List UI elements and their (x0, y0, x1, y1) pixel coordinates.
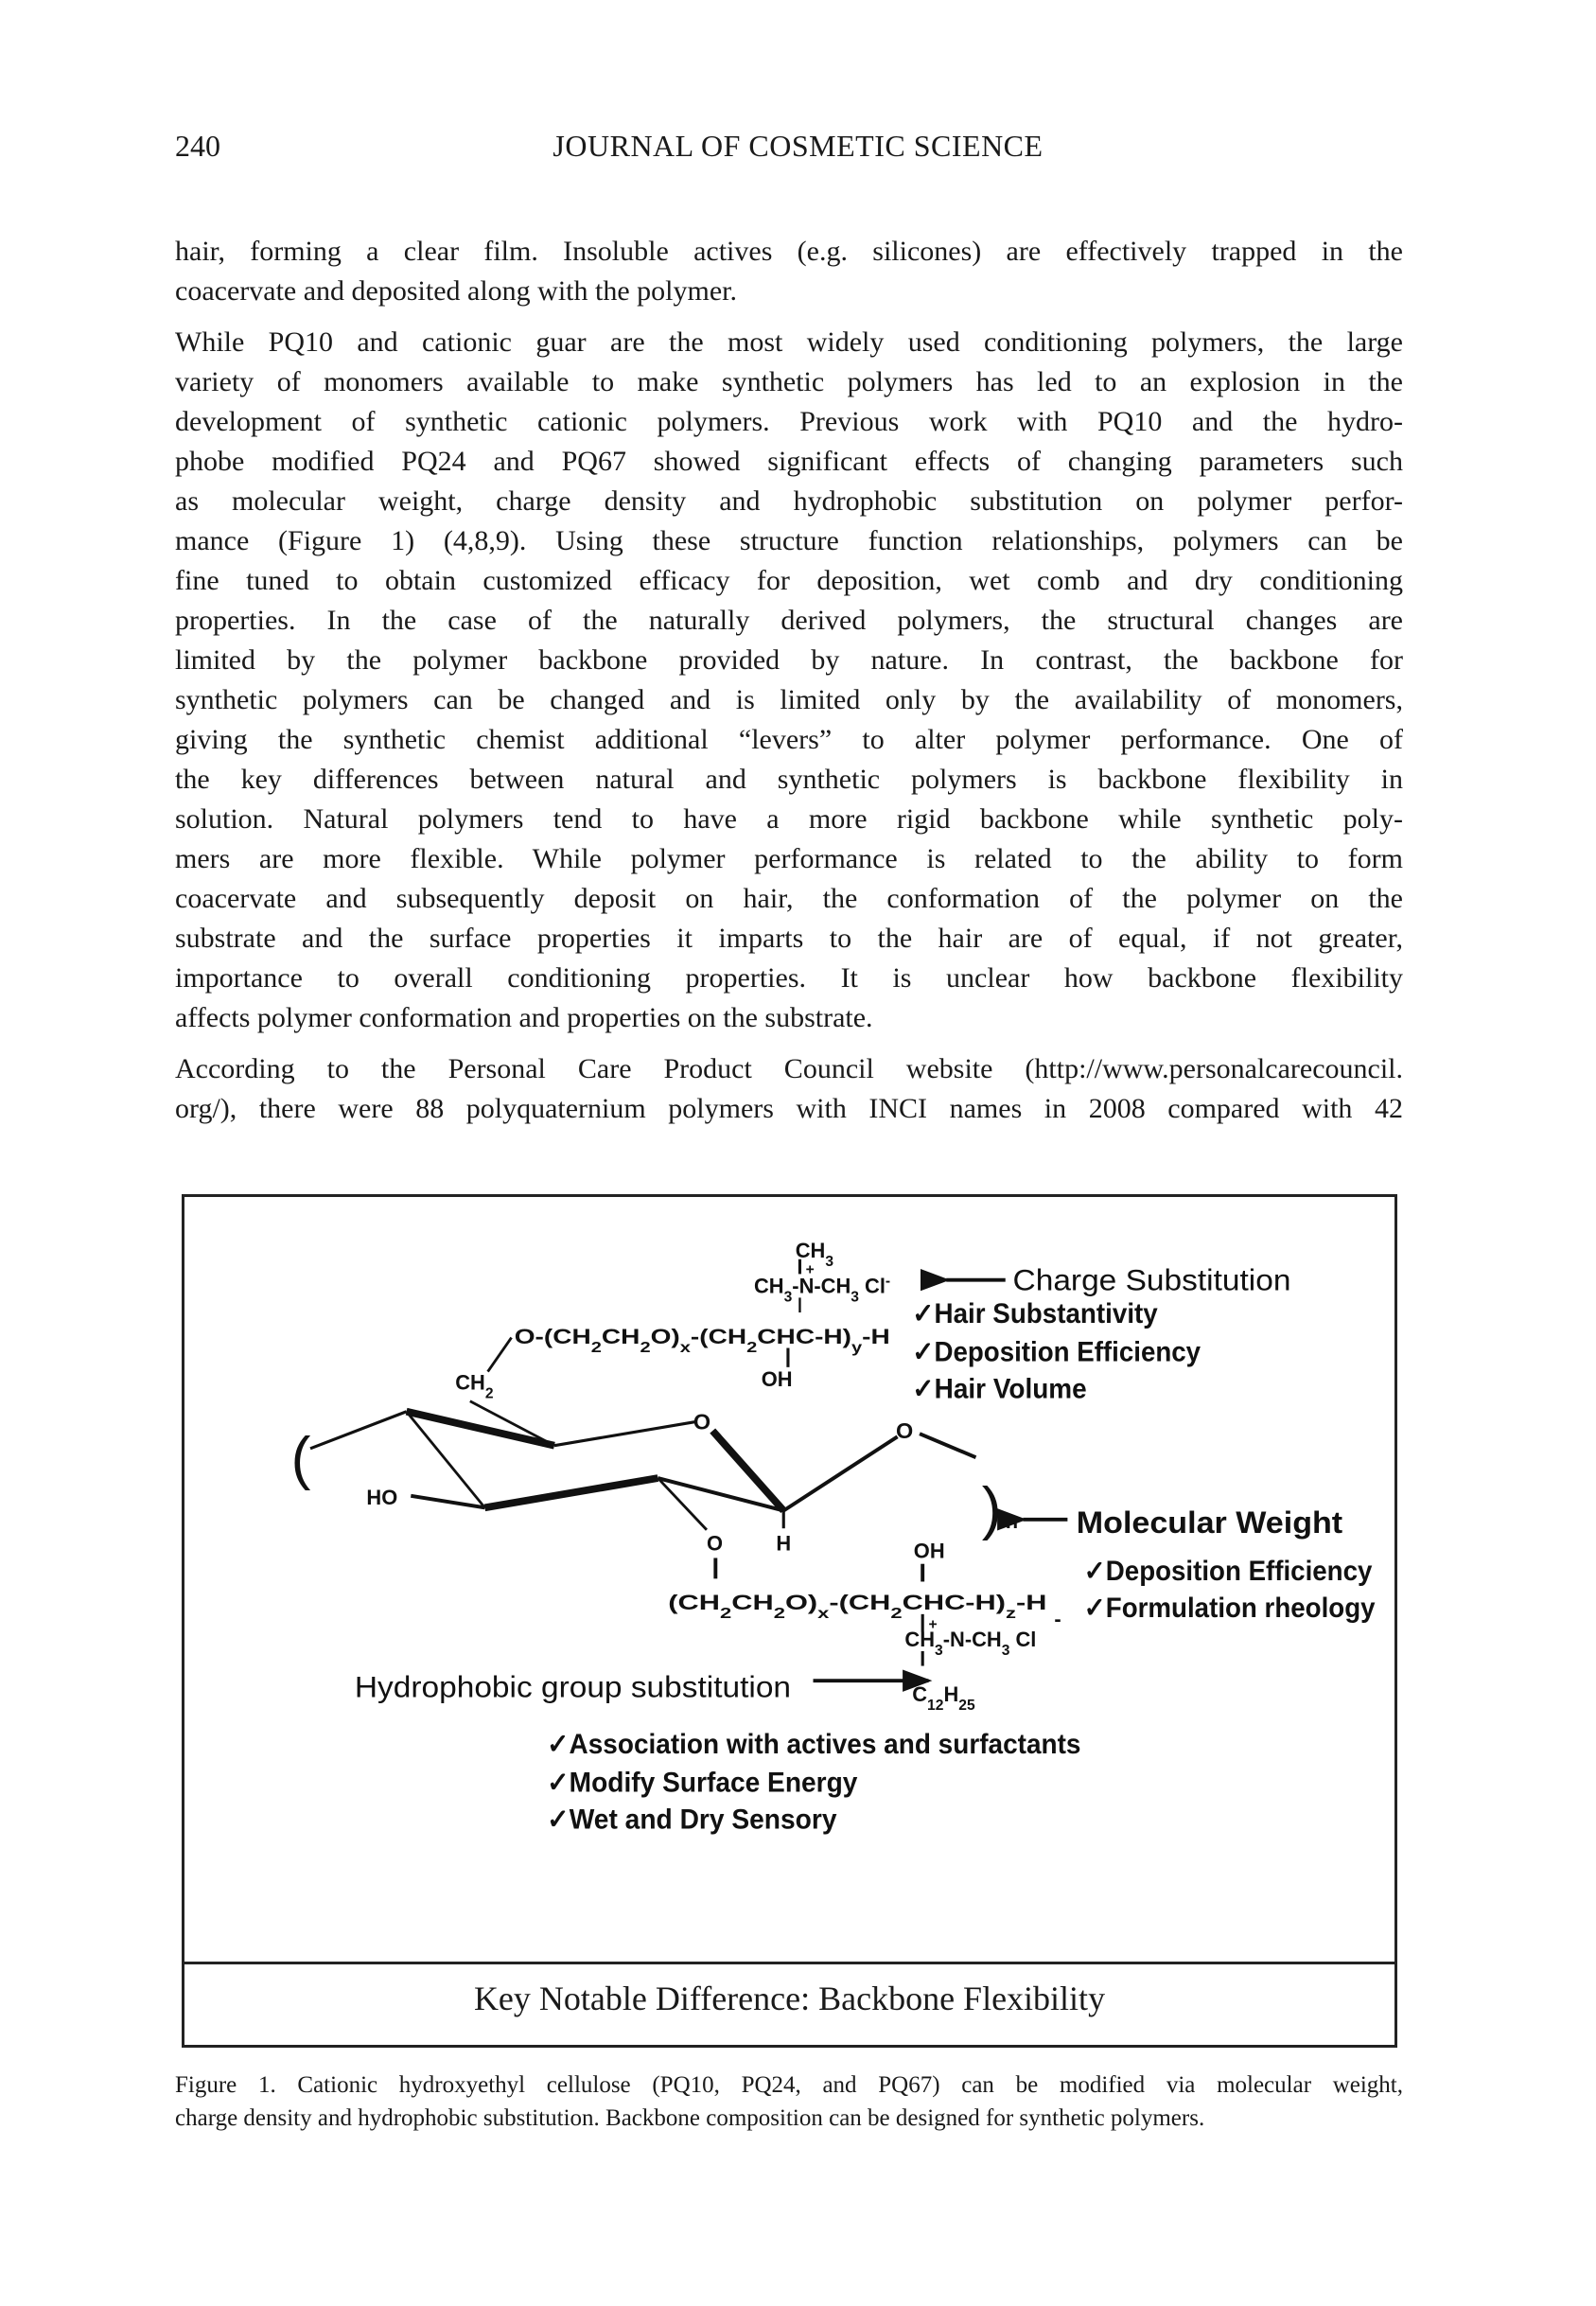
formula-part: O) (650, 1324, 674, 1348)
formula-part: CH (753, 1274, 784, 1298)
formula-part: O) (784, 1591, 809, 1615)
text-line: coacervate and deposited along with the polymer. (175, 275, 737, 307)
text-line: importance to overall conditioning properties. It is unclear how backbone flexibility (175, 962, 1403, 994)
paragraph-2 (175, 323, 1403, 1038)
benefit-mw-deposition: ✓Deposition Efficiency (1083, 1555, 1373, 1587)
text-line: According to the Personal Care Product Council website (http://www.personalcarecouncil. (175, 1053, 1403, 1084)
caption-line-1 (175, 2068, 1403, 2102)
text-line: synthetic polymers can be changed and is limited only by the availability of monomers, (175, 684, 1403, 715)
formula-ch2 (455, 1370, 494, 1400)
formula-part: 2 (720, 1605, 728, 1622)
left-parenthesis: ( (290, 1425, 311, 1492)
text-line: mance (Figure 1) (4,8,9). Using these structure function relationships, polymers can be (175, 525, 1403, 556)
bond (920, 1434, 975, 1457)
formula-part: 2 (890, 1605, 900, 1622)
text-line: phobe modified PQ24 and PQ67 showed significant effects of changing parameters such (175, 446, 1403, 477)
formula-c12h25 (912, 1682, 975, 1713)
formula-low-o: O (706, 1531, 723, 1556)
figure-divider (184, 1962, 1394, 1964)
formula-part: 3 (783, 1289, 793, 1306)
text-line: variety of monomers available to make synthetic polymers has led to an explosion in the (175, 366, 1403, 397)
formula-part: -N-CH (942, 1628, 1002, 1652)
text-line: giving the synthetic chemist additional “levers” to alter polymer performance. One of (175, 724, 1403, 755)
text-line: substrate and the surface properties it imparts to the hair are of equal, if not greater, (175, 923, 1403, 954)
formula-part: CH (731, 1591, 762, 1615)
formula-part: 2 (746, 1339, 755, 1356)
formula-top-chain (515, 1325, 890, 1355)
text-line: fine tuned to obtain customized efficacy for deposition, wet comb and dry conditioning (175, 565, 1403, 596)
formula-part: 3 (935, 1642, 943, 1659)
formula-part: -H (862, 1324, 885, 1348)
benefit-surface-energy: ✓Modify Surface Energy (547, 1767, 858, 1799)
text-line: org/), there were 88 polyquaternium polymers with INCI names in 2008 compared with 42 (175, 1093, 1403, 1124)
formula-part: CH (455, 1370, 485, 1395)
paragraph-1 (175, 232, 1403, 311)
formula-low-quat (904, 1628, 1036, 1658)
formula-part: -(CH (690, 1324, 735, 1348)
formula-low-chain (668, 1591, 1046, 1621)
formula-top-quat (754, 1273, 890, 1305)
figure-caption (175, 2068, 1403, 2135)
formula-top-oh: OH (761, 1367, 793, 1392)
formula-part: CHC-H) (757, 1324, 832, 1348)
text-line: affects polymer conformation and properties on the substrate. (175, 1002, 873, 1033)
formula-low-plus: + (928, 1616, 938, 1633)
text-line: hair, forming a clear film. Insoluble actives (e.g. silicones) are effectively trapped in the (175, 236, 1403, 267)
benefit-association: ✓Association with actives and surfactants (547, 1728, 1081, 1760)
text-line: as molecular weight, charge density and hydrophobic substitution on polymer perfor- (175, 485, 1403, 517)
bond (488, 1338, 512, 1372)
text-line: properties. In the case of the naturally derived polymers, the structural changes are (175, 605, 1403, 636)
bond (411, 1496, 484, 1508)
formula-part: 3 (851, 1289, 859, 1306)
formula-part: 2 (773, 1605, 782, 1622)
formula-part: 12 (927, 1697, 944, 1714)
formula-part: 3 (825, 1253, 834, 1270)
formula-part: CH (795, 1239, 826, 1263)
formula-part: C (912, 1682, 928, 1707)
benefit-hair-volume: ✓Hair Volume (912, 1373, 1087, 1405)
text-line: coacervate and subsequently deposit on hair, the conformation of the polymer on the (175, 883, 1403, 914)
formula-low-h: H (776, 1531, 792, 1556)
key-difference-label: Key Notable Difference: Backbone Flexibility (473, 1980, 1106, 2017)
benefit-deposition-efficiency: ✓Deposition Efficiency (912, 1336, 1201, 1368)
formula-part: y (851, 1339, 860, 1356)
bond (310, 1412, 407, 1449)
formula-part: (CH (668, 1591, 706, 1615)
hydrophobic-substitution-label: Hydrophobic group substitution (354, 1670, 792, 1704)
text-line: solution. Natural polymers tend to have a more rigid backbone while synthetic poly- (175, 803, 1403, 835)
formula-low-oh: OH (913, 1539, 945, 1563)
formula-part: x (817, 1605, 826, 1622)
formula-low-cl-charge: - (1054, 1607, 1061, 1631)
benefit-sensory: ✓Wet and Dry Sensory (547, 1804, 837, 1836)
bond (484, 1478, 658, 1507)
formula-part: 25 (958, 1697, 975, 1714)
hec-structure-diagram (182, 1194, 1397, 1959)
glycosidic-oxygen: O (896, 1417, 914, 1443)
caption-text-1: Cationic hydroxyethyl cellulose (PQ10, PQ24, and PQ67) can be modified via molecular weight, (275, 2072, 1403, 2098)
formula-part: 2 (484, 1384, 494, 1401)
bond (554, 1422, 695, 1446)
formula-top-plus: + (805, 1261, 815, 1278)
benefit-formulation-rheology: ✓Formulation rheology (1083, 1592, 1377, 1624)
formula-part: z (1006, 1605, 1013, 1622)
formula-part: - (885, 1273, 891, 1290)
right-parenthesis: ) (981, 1475, 1002, 1542)
formula-part: -H (1016, 1591, 1039, 1615)
formula-part: O-(CH (514, 1324, 574, 1348)
formula-part: CH (904, 1628, 936, 1652)
ring-oxygen: O (693, 1409, 711, 1435)
formula-part: H (943, 1682, 959, 1707)
formula-part: CHC-H) (902, 1591, 976, 1615)
formula-part: -(CH (829, 1591, 873, 1615)
text-line: the key differences between natural and synthetic polymers is backbone flexibility in (175, 764, 1403, 795)
formula-part: x (679, 1339, 689, 1356)
page-number: 240 (175, 129, 220, 163)
paragraph-3 (175, 1049, 1403, 1129)
caption-line-2: charge density and hydrophobic substitution. Backbone composition can be designed for synthetic polymers. (175, 2105, 1205, 2131)
charge-substitution-label: Charge Substitution (1012, 1263, 1291, 1297)
benefit-hair-substantivity: ✓Hair Substantivity (912, 1297, 1159, 1329)
bond (783, 1436, 897, 1510)
text-line: mers are more flexible. While polymer performance is related to the ability to form (175, 843, 1403, 874)
formula-part: Cl (1009, 1628, 1037, 1652)
bond (712, 1431, 783, 1510)
running-header: JOURNAL OF COSMETIC SCIENCE (552, 129, 1044, 163)
formula-part: CH (601, 1324, 632, 1348)
formula-part: 2 (640, 1339, 649, 1356)
formula-part: 2 (590, 1339, 600, 1356)
formula-part: -N-CH (792, 1274, 851, 1298)
text-line: While PQ10 and cationic guar are the most widely used conditioning polymers, the large (175, 326, 1403, 358)
repeat-n: n (1005, 1509, 1019, 1534)
text-line: limited by the polymer backbone provided by nature. In contrast, the backbone for (175, 644, 1403, 676)
caption-label: Figure 1. (175, 2072, 276, 2098)
molecular-weight-label: Molecular Weight (1076, 1504, 1343, 1540)
formula-part: 3 (1001, 1642, 1010, 1659)
text-line: development of synthetic cationic polymers. Previous work with PQ10 and the hydro- (175, 406, 1403, 437)
formula-ho: HO (366, 1486, 398, 1510)
formula-part: Cl (858, 1274, 886, 1298)
